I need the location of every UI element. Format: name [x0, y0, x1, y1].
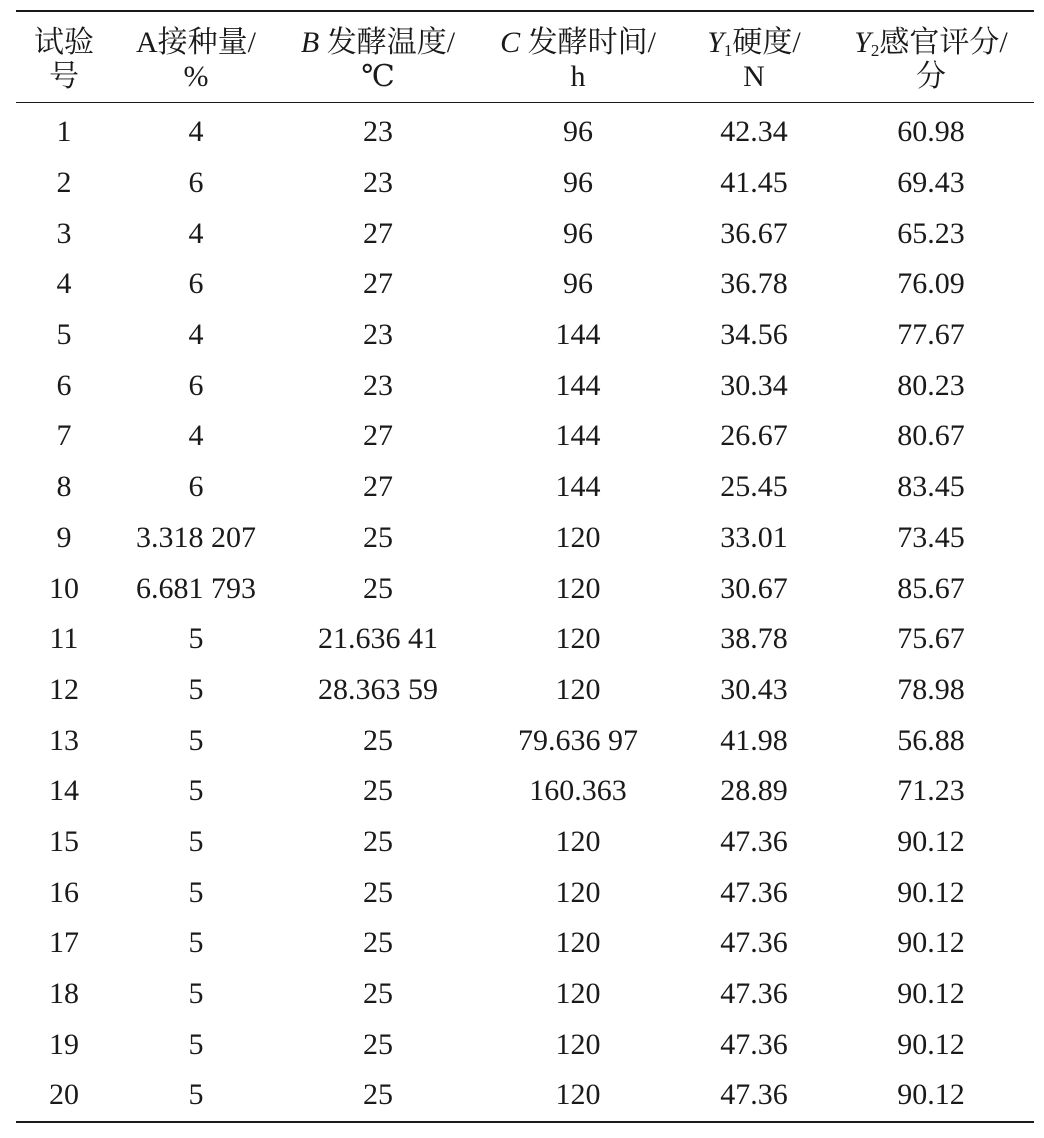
cell-ferment-temp: 25 — [363, 774, 393, 808]
cell-trial-number: 3 — [56, 216, 72, 250]
cell-hardness: 47.36 — [720, 824, 788, 858]
header-time-name: 发酵时间/ — [527, 26, 656, 59]
cell-hardness: 33.01 — [720, 520, 788, 554]
cell-trial-number: 10 — [49, 571, 79, 605]
header-sensory-unit: 分 — [916, 60, 946, 93]
cell-trial-number: 17 — [49, 926, 79, 960]
cell-ferment-time: 120 — [555, 622, 601, 656]
experiment-table-container — [16, 10, 1034, 1123]
cell-ferment-temp: 25 — [363, 824, 393, 858]
cell-ferment-temp: 25 — [280, 1070, 476, 1122]
cell-trial-number: 18 — [49, 977, 79, 1011]
cell-sensory-score: 77.67 — [897, 318, 965, 352]
header-inoculum-letter: A — [135, 26, 158, 59]
cell-inoculum: 4 — [188, 216, 204, 250]
cell-ferment-temp: 25 — [363, 977, 393, 1011]
cell-ferment-time: 120 — [555, 875, 601, 909]
cell-inoculum: 3.318 207 — [136, 520, 256, 554]
cell-ferment-temp: 25 — [363, 571, 393, 605]
table-row — [16, 103, 1034, 158]
table-row — [16, 665, 1034, 716]
cell-inoculum: 6 — [188, 368, 204, 402]
cell-inoculum: 4 — [188, 115, 204, 149]
cell-hardness: 36.78 — [720, 267, 788, 301]
cell-hardness: 28.89 — [720, 774, 788, 808]
cell-ferment-temp: 23 — [363, 318, 393, 352]
table-row — [16, 1070, 1034, 1122]
cell-trial-number: 16 — [49, 875, 79, 909]
header-sensory-name: 感官评分/ — [879, 26, 1008, 59]
cell-ferment-time: 96 — [563, 216, 593, 250]
cell-ferment-temp: 28.363 59 — [318, 672, 438, 706]
cell-sensory-score: 90.12 — [897, 824, 965, 858]
cell-inoculum: 6 — [188, 470, 204, 504]
table-row — [16, 867, 1034, 918]
table-row — [16, 310, 1034, 361]
table-row — [16, 918, 1034, 969]
cell-sensory-score: 83.45 — [897, 470, 965, 504]
table-row — [16, 513, 1034, 564]
cell-trial-number: 15 — [49, 824, 79, 858]
cell-inoculum: 6.681 793 — [136, 571, 256, 605]
cell-sensory-score: 76.09 — [897, 267, 965, 301]
experiment-design-table — [16, 10, 1034, 1123]
cell-trial-number: 2 — [56, 166, 72, 200]
cell-sensory-score: 71.23 — [897, 774, 965, 808]
cell-hardness: 41.45 — [720, 166, 788, 200]
cell-hardness: 34.56 — [720, 318, 788, 352]
header-temp-unit: ℃ — [361, 60, 395, 93]
header-hardness-sub: 1 — [723, 41, 733, 60]
cell-inoculum: 6 — [188, 267, 204, 301]
cell-trial-number: 20 — [16, 1070, 112, 1122]
cell-sensory-score: 69.43 — [897, 166, 965, 200]
cell-hardness: 47.36 — [680, 1070, 828, 1122]
header-inoculum-unit: % — [183, 60, 209, 93]
cell-trial-number: 6 — [56, 368, 72, 402]
table-row — [16, 715, 1034, 766]
cell-ferment-time: 120 — [555, 571, 601, 605]
cell-inoculum: 5 — [188, 824, 204, 858]
cell-ferment-temp: 25 — [363, 723, 393, 757]
cell-ferment-temp: 25 — [363, 1027, 393, 1061]
header-hardness — [680, 11, 828, 103]
header-temp-name: 发酵温度/ — [326, 26, 456, 59]
header-ferment-time — [476, 11, 680, 103]
cell-sensory-score: 60.98 — [897, 115, 965, 149]
cell-inoculum: 5 — [188, 774, 204, 808]
header-inoculum-name: 接种量/ — [157, 26, 256, 59]
cell-ferment-temp: 21.636 41 — [318, 622, 438, 656]
cell-trial-number: 7 — [56, 419, 72, 453]
header-hardness-name: 硬度/ — [732, 26, 801, 59]
header-ferment-temp — [280, 11, 476, 103]
cell-ferment-temp: 27 — [363, 216, 393, 250]
header-hardness-unit: N — [743, 60, 765, 93]
table-row — [16, 1019, 1034, 1070]
cell-trial-number: 11 — [49, 622, 79, 656]
cell-ferment-time: 120 — [555, 520, 601, 554]
cell-trial-number: 5 — [56, 318, 72, 352]
cell-ferment-time: 120 — [555, 926, 601, 960]
header-time-letter: C — [500, 26, 521, 59]
cell-trial-number: 12 — [49, 672, 79, 706]
table-header-row — [16, 11, 1034, 103]
cell-hardness: 47.36 — [720, 926, 788, 960]
header-sensory-sub: 2 — [870, 41, 880, 60]
cell-sensory-score: 90.12 — [897, 875, 965, 909]
cell-ferment-temp: 23 — [363, 368, 393, 402]
cell-sensory-score: 78.98 — [897, 672, 965, 706]
cell-inoculum: 5 — [112, 1070, 280, 1122]
cell-ferment-time: 79.636 97 — [518, 723, 638, 757]
cell-hardness: 30.34 — [720, 368, 788, 402]
cell-ferment-time: 120 — [555, 824, 601, 858]
cell-ferment-time: 144 — [555, 419, 601, 453]
table-row — [16, 360, 1034, 411]
header-hardness-letter: Y — [707, 26, 724, 59]
cell-sensory-score: 80.23 — [897, 368, 965, 402]
table-row — [16, 614, 1034, 665]
header-temp-letter: B — [300, 26, 320, 59]
cell-ferment-time: 120 — [555, 672, 601, 706]
cell-ferment-time: 120 — [476, 1070, 680, 1122]
table-body — [16, 103, 1034, 1122]
table-row — [16, 411, 1034, 462]
cell-sensory-score: 90.12 — [897, 1027, 965, 1061]
cell-inoculum: 5 — [188, 875, 204, 909]
cell-ferment-time: 96 — [563, 267, 593, 301]
cell-hardness: 42.34 — [720, 115, 788, 149]
cell-ferment-time: 144 — [555, 470, 601, 504]
cell-sensory-score: 56.88 — [897, 723, 965, 757]
cell-hardness: 47.36 — [720, 977, 788, 1011]
cell-ferment-temp: 27 — [363, 419, 393, 453]
cell-inoculum: 4 — [188, 419, 204, 453]
cell-ferment-temp: 23 — [363, 166, 393, 200]
cell-inoculum: 4 — [188, 318, 204, 352]
cell-ferment-temp: 25 — [363, 520, 393, 554]
cell-hardness: 30.67 — [720, 571, 788, 605]
cell-sensory-score: 90.12 — [897, 977, 965, 1011]
header-time-unit: h — [570, 60, 586, 93]
cell-ferment-time: 160.363 — [529, 774, 627, 808]
cell-inoculum: 5 — [188, 977, 204, 1011]
table-row — [16, 817, 1034, 868]
cell-ferment-time: 120 — [555, 1027, 601, 1061]
cell-hardness: 47.36 — [720, 1027, 788, 1061]
cell-trial-number: 1 — [56, 115, 72, 149]
cell-ferment-temp: 23 — [363, 115, 393, 149]
cell-ferment-temp: 25 — [363, 926, 393, 960]
cell-sensory-score: 65.23 — [897, 216, 965, 250]
cell-ferment-temp: 27 — [363, 470, 393, 504]
cell-sensory-score: 90.12 — [828, 1070, 1034, 1122]
table-row — [16, 766, 1034, 817]
cell-hardness: 47.36 — [720, 875, 788, 909]
table-row — [16, 462, 1034, 513]
table-row — [16, 259, 1034, 310]
header-inoculum — [112, 11, 280, 103]
cell-sensory-score: 73.45 — [897, 520, 965, 554]
cell-inoculum: 5 — [188, 1027, 204, 1061]
cell-inoculum: 5 — [188, 622, 204, 656]
cell-hardness: 41.98 — [720, 723, 788, 757]
cell-ferment-time: 96 — [563, 166, 593, 200]
cell-inoculum: 6 — [188, 166, 204, 200]
cell-trial-number: 19 — [49, 1027, 79, 1061]
cell-sensory-score: 90.12 — [897, 926, 965, 960]
cell-ferment-temp: 25 — [363, 875, 393, 909]
cell-inoculum: 5 — [188, 672, 204, 706]
header-trial-line2: 号 — [49, 60, 79, 93]
cell-ferment-time: 144 — [555, 318, 601, 352]
cell-hardness: 26.67 — [720, 419, 788, 453]
header-sensory-letter: Y — [854, 26, 871, 59]
cell-inoculum: 5 — [188, 926, 204, 960]
cell-ferment-time: 120 — [555, 977, 601, 1011]
cell-ferment-time: 144 — [555, 368, 601, 402]
cell-inoculum: 5 — [188, 723, 204, 757]
cell-ferment-temp: 27 — [363, 267, 393, 301]
table-row — [16, 969, 1034, 1020]
cell-hardness: 30.43 — [720, 672, 788, 706]
cell-trial-number: 13 — [49, 723, 79, 757]
cell-hardness: 38.78 — [720, 622, 788, 656]
table-row — [16, 158, 1034, 209]
table-row — [16, 563, 1034, 614]
cell-hardness: 36.67 — [720, 216, 788, 250]
header-sensory-score — [828, 11, 1034, 103]
cell-sensory-score: 75.67 — [897, 622, 965, 656]
cell-ferment-time: 96 — [563, 115, 593, 149]
cell-sensory-score: 80.67 — [897, 419, 965, 453]
cell-trial-number: 14 — [49, 774, 79, 808]
header-trial-line1: 试验 — [34, 26, 94, 59]
cell-sensory-score: 85.67 — [897, 571, 965, 605]
table-row — [16, 208, 1034, 259]
cell-trial-number: 9 — [56, 520, 72, 554]
cell-trial-number: 4 — [56, 267, 72, 301]
header-trial-number — [16, 11, 112, 103]
cell-hardness: 25.45 — [720, 470, 788, 504]
cell-trial-number: 8 — [56, 470, 72, 504]
